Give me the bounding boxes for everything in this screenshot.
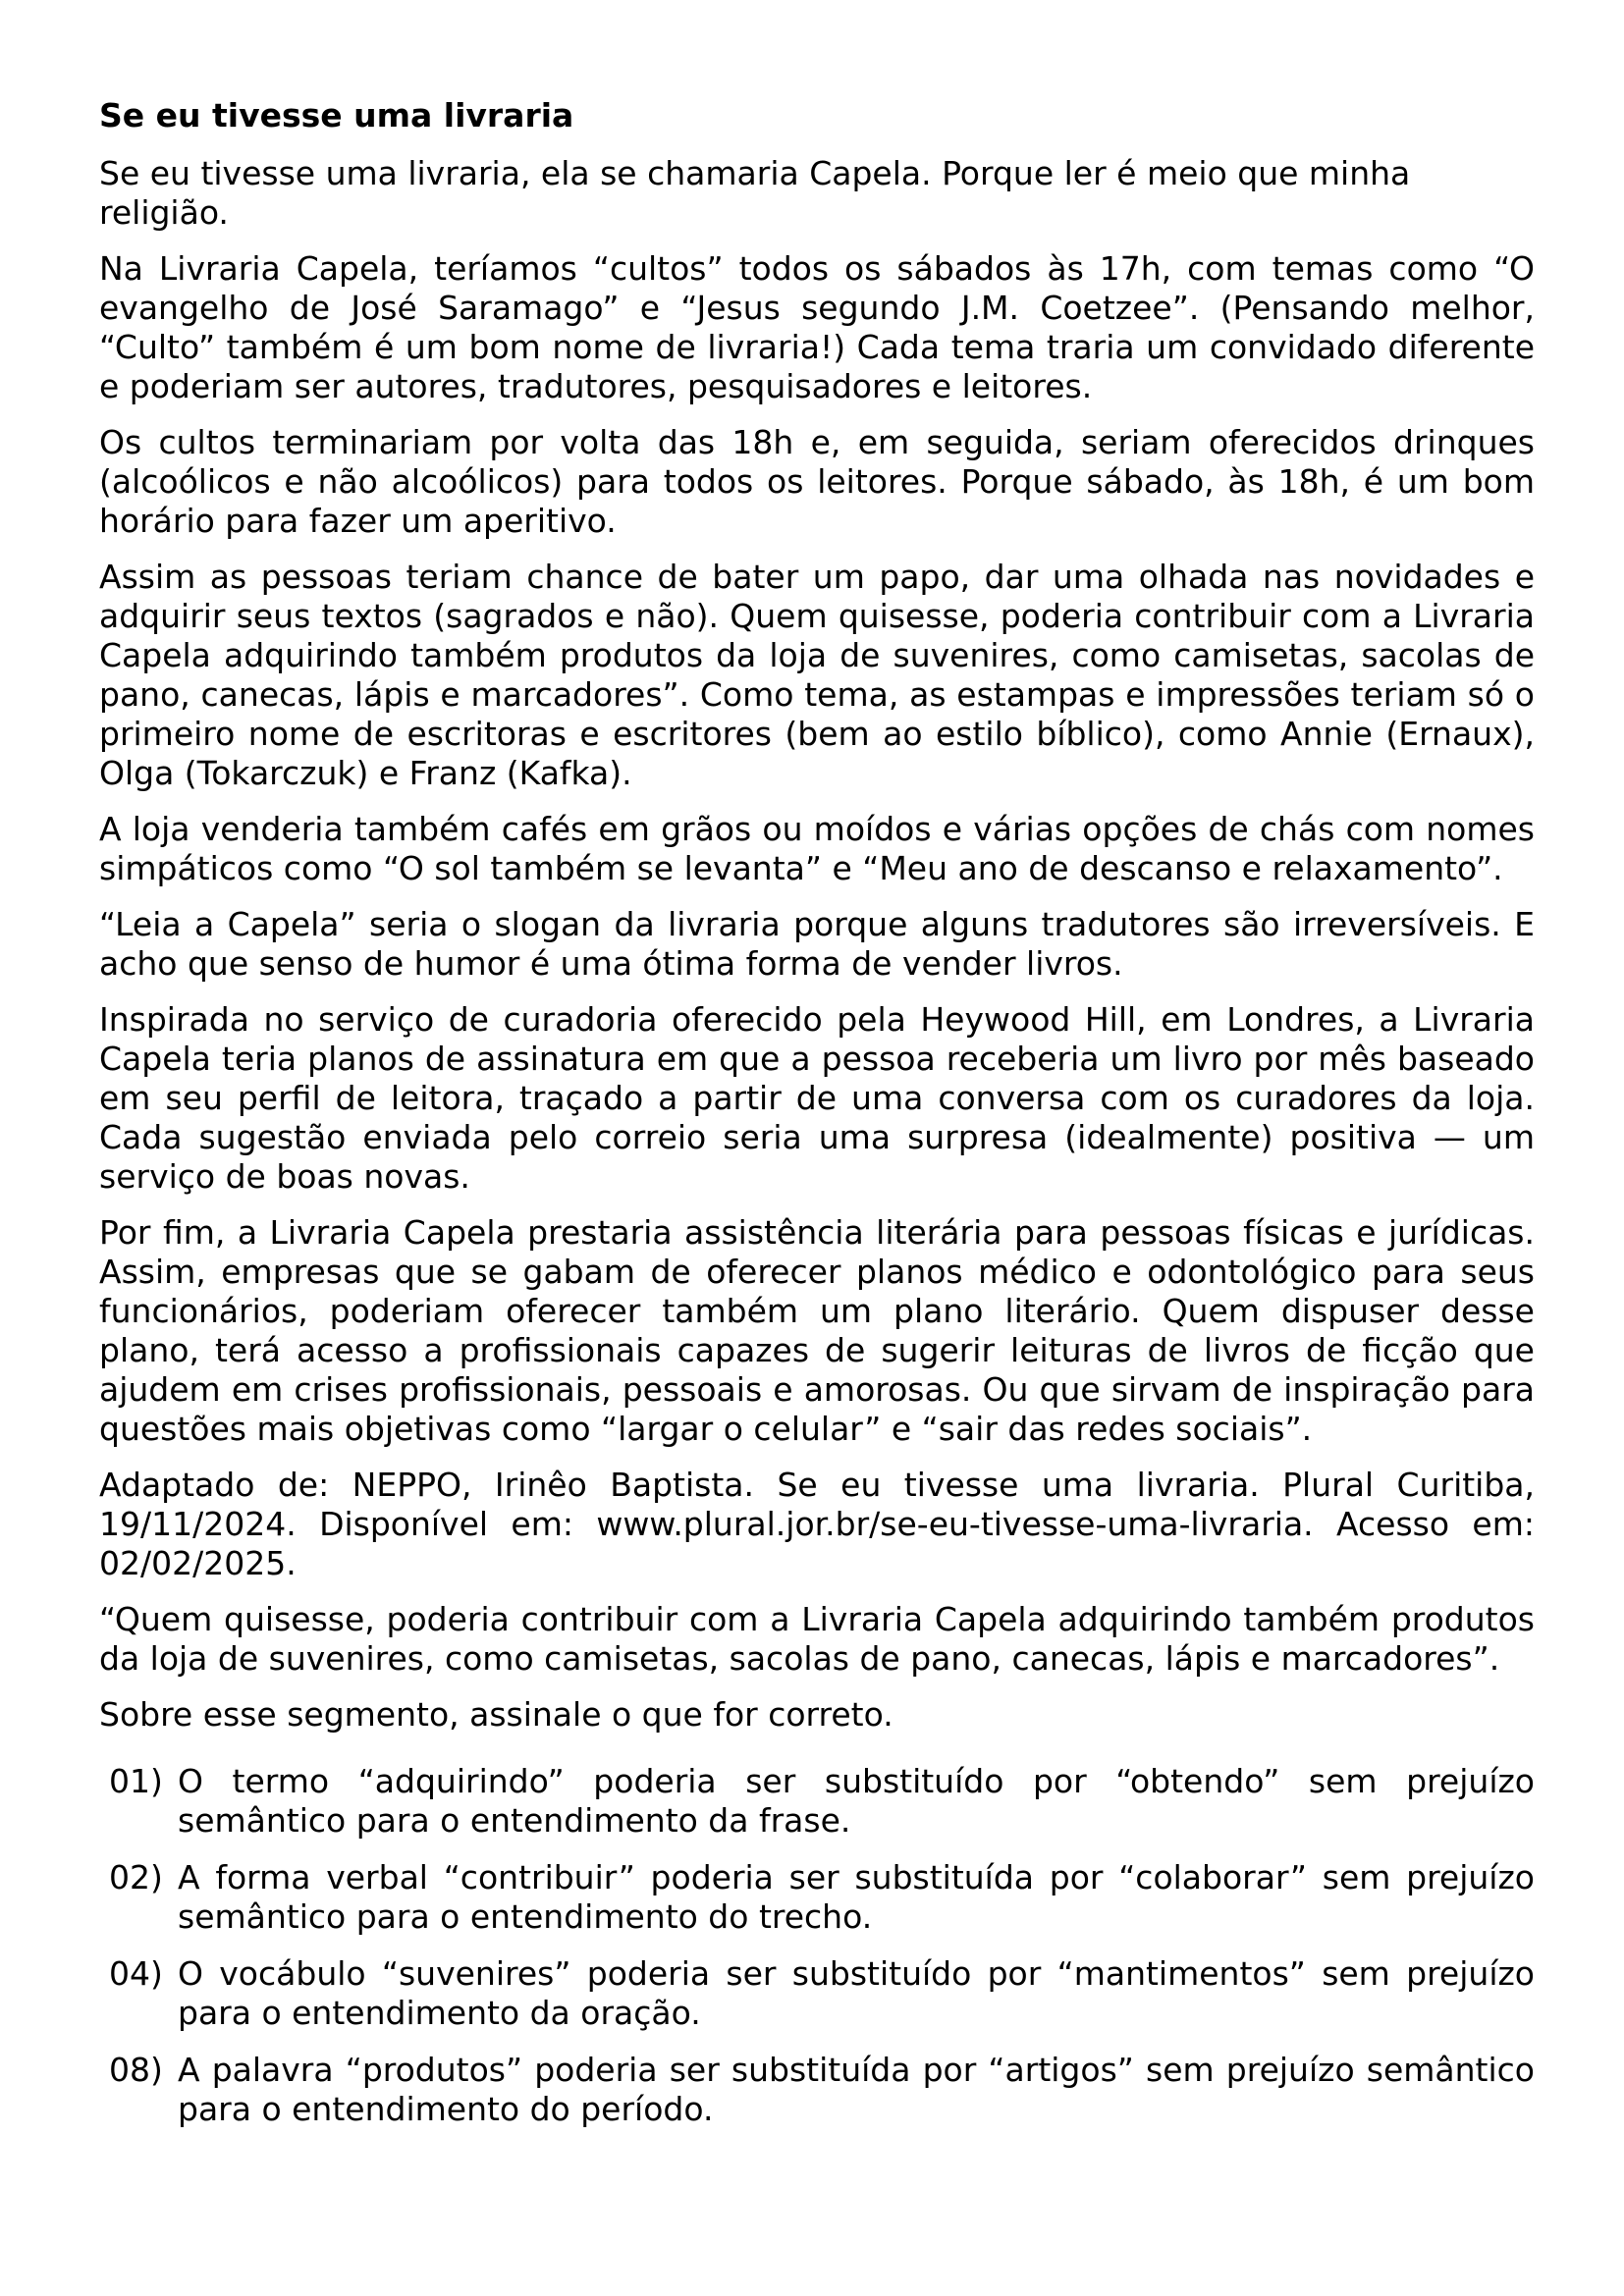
option-01 [99,1762,1535,1841]
question-prompt: Sobre esse segmento, assinale o que for correto. [99,1695,893,1734]
paragraph-assistencia: Por fim, a Livraria Capela prestaria assistência literária para pessoas físicas e jurídicas. Assim, empresas que se gabam de oferecer planos médico e odontológico para seus funcionários, poderiam oferecer também um plano literário. Quem dispuser desse plano, terá acesso a profissionais capazes de sugerir leituras de livros de ficção que ajudem em crises profissionais, pessoais e amorosas. Ou que sirvam de inspiração para questões mais objetivas como “largar o celular” e “sair das redes sociais”. [99,1213,1535,1448]
paragraph-cafes: A loja venderia também cafés em grãos ou moídos e várias opções de chás com nomes simpáticos como “O sol também se levanta” e “Meu ano de descanso e relaxamento”. [99,810,1535,887]
document-title: Se eu tivesse uma livraria [99,96,574,134]
paragraph-curadoria: Inspirada no serviço de curadoria oferecido pela Heywood Hill, em Londres, a Livraria Capela teria planos de assinatura em que a pessoa receberia um livro por mês baseado em seu perfil de leitora, traçado a partir de uma conversa com os curadores da loja. Cada sugestão enviada pelo correio seria uma surpresa (idealmente) positiva — um serviço de boas novas. [99,1000,1535,1196]
option-number: 04) [109,1954,163,1993]
paragraph-intro: Se eu tivesse uma livraria, ela se chamaria Capela. Porque ler é meio que minha religião. [99,154,1411,232]
document-page [99,96,1535,2147]
quoted-segment: “Quem quisesse, poderia contribuir com a Livraria Capela adquirindo também produtos da loja de suvenires, como camisetas, sacolas de pano, canecas, lápis e marcadores”. [99,1600,1535,1678]
paragraph-suvenires: Assim as pessoas teriam chance de bater um papo, dar uma olhada nas novidades e adquirir seus textos (sagrados e não). Quem quisesse, poderia contribuir com a Livraria Capela adquirindo também produtos da loja de suvenires, como camisetas, sacolas de pano, canecas, lápis e marcadores”. Como tema, as estampas e impressões teriam só o primeiro nome de escritoras e escritores (bem ao estilo bíblico), como Annie (Ernaux), Olga (Tokarczuk) e Franz (Kafka). [99,558,1535,792]
answer-options [99,1762,1535,2129]
option-text: O termo “adquirindo” poderia ser substituído por “obtendo” sem prejuízo semântico para o entendimento da frase. [178,1762,1535,1840]
paragraph-drinques: Os cultos terminariam por volta das 18h e, em seguida, seriam oferecidos drinques (alcoólicos e não alcoólicos) para todos os leitores. Porque sábado, às 18h, é um bom horário para fazer um aperitivo. [99,423,1535,540]
option-number: 02) [109,1858,163,1896]
option-text: O vocábulo “suvenires” poderia ser substituído por “mantimentos” sem prejuízo para o entendimento da oração. [178,1954,1535,2032]
option-text: A forma verbal “contribuir” poderia ser substituída por “colaborar” sem prejuízo semântico para o entendimento do trecho. [178,1858,1535,1936]
option-02 [99,1858,1535,1937]
option-04 [99,1954,1535,2033]
option-number: 08) [109,2051,163,2089]
option-08 [99,2051,1535,2129]
paragraph-cultos: Na Livraria Capela, teríamos “cultos” todos os sábados às 17h, com temas como “O evangelho de José Saramago” e “Jesus segundo J.M. Coetzee”. (Pensando melhor, “Culto” também é um bom nome de livraria!) Cada tema traria um convidado diferente e poderiam ser autores, tradutores, pesquisadores e leitores. [99,249,1535,405]
source-citation: Adaptado de: NEPPO, Irinêo Baptista. Se eu tivesse uma livraria. Plural Curitiba, 19/11/2024. Disponível em: www.plural.jor.br/se-eu-tivesse-uma-livraria. Acesso em: 02/02/2025. [99,1466,1535,1582]
option-text: A palavra “produtos” poderia ser substituída por “artigos” sem prejuízo semântico para o entendimento do período. [178,2051,1535,2128]
paragraph-slogan: “Leia a Capela” seria o slogan da livraria porque alguns tradutores são irreversíveis. E acho que senso de humor é uma ótima forma de vender livros. [99,905,1535,983]
option-number: 01) [109,1762,163,1800]
